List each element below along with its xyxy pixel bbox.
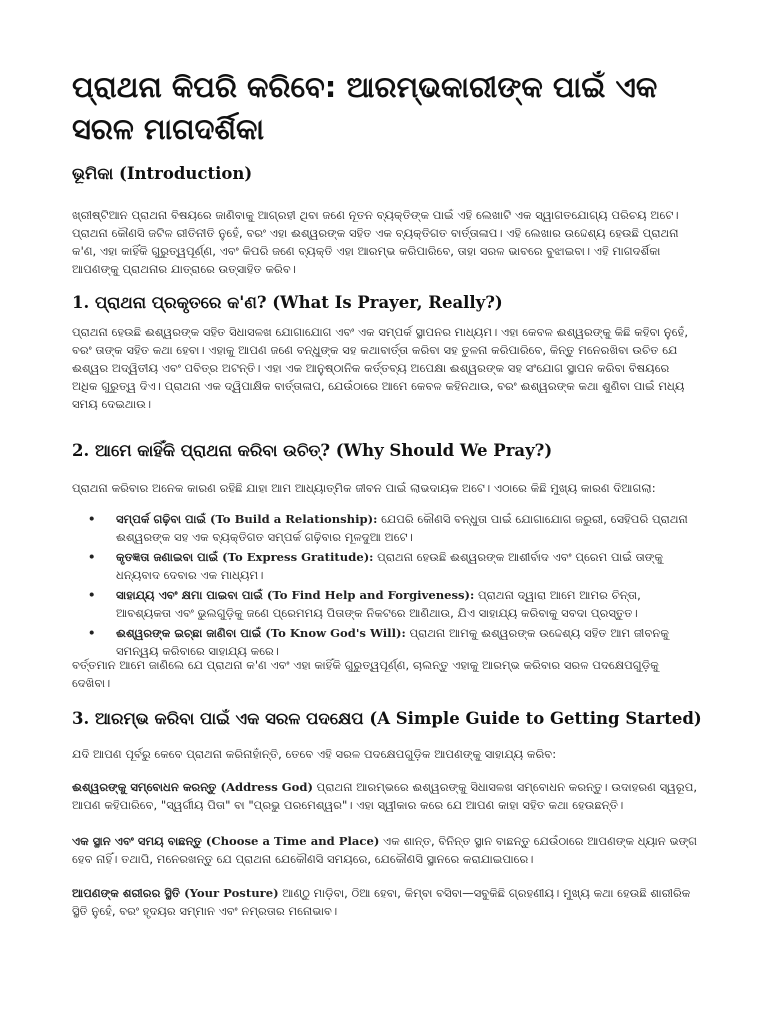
- list-item: [72, 548, 698, 584]
- list-item: [72, 624, 698, 660]
- list-item: [72, 510, 698, 546]
- list-item-text: ଯେପରି କୌଣସି ବନ୍ଧୁତା ପାଇଁ ଯୋଗାଯୋଗ ଜରୁରୀ, ସେହିପରି ପ୍ରାଥନା ଈଶ୍ୱରଙ୍କ ସହ ଏକ ବ୍ୟକ୍ତିଗତ ସମ୍ପର୍କ ଗଢ଼ିବାର ମୂଳଦୁଆ ଅଟେ।: [116, 512, 688, 544]
- bullet-marker: •: [88, 512, 96, 526]
- section2-lead: ପ୍ରାଥନା କରିବାର ଅନେକ କାରଣ ରହିଛି ଯାହା ଆମ ଆଧ୍ୟାତ୍ମିକ ଜୀବନ ପାଇଁ ଲାଭଦାୟକ ଅଟେ। ଏଠାରେ କିଛି ମୁଖ୍ୟ କାରଣ ଦିଆଗଲା:: [72, 481, 656, 495]
- step-text: ଆଣ୍ଠୁ ମାଡ଼ିବା, ଠିଆ ହେବା, କିମ୍ବା ବସିବା—ସବୁକିଛି ଗ୍ରହଣୀୟ। ମୁଖ୍ୟ କଥା ହେଉଛି ଶାରୀରିକ ସ୍ଥିତି ନୁହେଁ, ବରଂ ହୃଦୟର ସମ୍ମାନ ଏବଂ ନମ୍ରତାର ମନୋଭାବ।: [72, 886, 691, 918]
- step-label: ଆପଣଙ୍କ ଶରୀରର ସ୍ଥିତି (Your Posture): [72, 886, 279, 900]
- section3-lead: ଯଦି ଆପଣ ପୂର୍ବରୁ କେବେ ପ୍ରାଥନା କରିନାହାଁନ୍ତି, ତେବେ ଏହି ସରଳ ପଦକ୍ଷେପଗୁଡ଼ିକ ଆପଣଙ୍କୁ ସାହାଯ୍ୟ କରିବ:: [72, 747, 557, 761]
- list-item-label: ସାହାଯ୍ୟ ଏବଂ କ୍ଷମା ପାଇବା ପାଇଁ (To Find Help and Forgiveness):: [116, 588, 475, 602]
- list-item-text: ପ୍ରାଥନା ଦ୍ୱାରା ଆମେ ଆମର ଚିନ୍ତା, ଆବଶ୍ୟକତା ଏବଂ ଭୁଲଗୁଡ଼ିକୁ ଜଣେ ପ୍ରେମମୟ ପିତାଙ୍କ ନିକଟରେ ଆଣିଥାଉ, ଯିଏ ସାହାଯ୍ୟ କରିବାକୁ ସବଦା ପ୍ରସ୍ତୁତ।: [116, 588, 641, 620]
- intro-paragraph: ଖ୍ରୀଷ୍ଟିଆନ ପ୍ରାଥନା ବିଷୟରେ ଜାଣିବାକୁ ଆଗ୍ରହୀ ଥିବା ଜଣେ ନୂତନ ବ୍ୟକ୍ତିଙ୍କ ପାଇଁ ଏହି ଲେଖାଟି ଏକ ସ୍ୱାଗତଯୋଗ୍ୟ ପରିଚୟ ଅଟେ। ପ୍ରାଥନା କୌଣସି ଜଟିଳ ରୀତିନୀତି ନୁହେଁ, ବରଂ ଏହା ଈଶ୍ୱରଙ୍କ ସହିତ ଏକ ବ୍ୟକ୍ତିଗତ ବାର୍ତ୍ତାଳାପ। ଏହି ଲେଖାର ଉଦ୍ଦେଶ୍ୟ ହେଉଛି ପ୍ରାଥନା କ'ଣ, ଏହା କାହିଁକି ଗୁରୁତ୍ୱପୂର୍ଣ୍ଣ, ଏବଂ କିପରି ଜଣେ ବ୍ୟକ୍ତି ଏହା ଆରମ୍ଭ କରିପାରିବେ, ତାହା ସରଳ ଭାବରେ ବୁଝାଇବା। ଏହି ମାଗଦର୍ଶିକା ଆପଣଙ୍କୁ ପ୍ରାଥନାର ଯାତ୍ରାରେ ଉତ୍ସାହିତ କରିବ।: [72, 208, 679, 276]
- section1-heading: 1. ପ୍ରାଥନା ପ୍ରକୃତରେ କ'ଣ? (What Is Prayer, Really?): [72, 293, 503, 312]
- bullet-marker: •: [88, 626, 96, 640]
- section2-closing: ବର୍ତ୍ତମାନ ଆମେ ଜାଣିଲେ ଯେ ପ୍ରାଥନା କ'ଣ ଏବଂ ଏହା କାହିଁକି ଗୁରୁତ୍ୱପୂର୍ଣ୍ଣ, ଚାଲନ୍ତୁ ଏହାକୁ ଆରମ୍ଭ କରିବାର ସରଳ ପଦକ୍ଷେପଗୁଡ଼ିକୁ ଦେଖିବା।: [72, 658, 659, 690]
- list-item-text: ପ୍ରାଥନା ଆମକୁ ଈଶ୍ୱରଙ୍କ ଉଦ୍ଦେଶ୍ୟ ସହିତ ଆମ ଜୀବନକୁ ସମନ୍ୱୟ କରିବାରେ ସାହାଯ୍ୟ କରେ।: [116, 626, 669, 658]
- bullet-marker: •: [88, 550, 96, 564]
- section1-paragraph: ପ୍ରାଥନା ହେଉଛି ଈଶ୍ୱରଙ୍କ ସହିତ ସିଧାସଳଖ ଯୋଗାଯୋଗ ଏବଂ ଏକ ସମ୍ପର୍କ ସ୍ଥାପନର ମାଧ୍ୟମ। ଏହା କେବଳ ଈଶ୍ୱରଙ୍କୁ କିଛି କହିବା ନୁହେଁ, ବରଂ ତାଙ୍କ ସହିତ କଥା ହେବା। ଏହାକୁ ଆପଣ ଜଣେ ବନ୍ଧୁଙ୍କ ସହ କଥାବାର୍ତ୍ତା କରିବା ସହ ତୁଳନା କରିପାରିବେ, କିନ୍ତୁ ମନେରଖିବା ଉଚିତ ଯେ ଈଶ୍ୱର ଅଦ୍ୱିତୀୟ ଏବଂ ପବିତ୍ର ଅଟନ୍ତି। ଏହା ଏକ ଆନୁଷ୍ଠାନିକ କର୍ତ୍ତବ୍ୟ ଅପେକ୍ଷା ଈଶ୍ୱରଙ୍କ ସହ ସଂଯୋଗ ସ୍ଥାପନ କରିବା ବିଷୟରେ ଅଧିକ ଗୁରୁତ୍ୱ ଦିଏ। ପ୍ରାଥନା ଏକ ଦ୍ୱିପାକ୍ଷିକ ବାର୍ତ୍ତାଳାପ, ଯେଉଁଠାରେ ଆମେ କେବଳ କହିନଥାଉ, ବରଂ ଈଶ୍ୱରଙ୍କ କଥା ଶୁଣିବା ପାଇଁ ମଧ୍ୟ ସମୟ ଦେଇଥାଉ।: [72, 325, 688, 411]
- section2-heading: 2. ଆମେ କାହିଁକି ପ୍ରାଥନା କରିବା ଉଚିତ୍? (Why Should We Pray?): [72, 441, 553, 460]
- intro-heading: ଭୂମିକା (Introduction): [72, 164, 253, 183]
- step-posture: [72, 884, 698, 920]
- list-item-text: ପ୍ରାଥନା ହେଉଛି ଈଶ୍ୱରଙ୍କ ଆଶୀର୍ବାଦ ଏବଂ ପ୍ରେମ ପାଇଁ ତାଙ୍କୁ ଧନ୍ୟବାଦ ଦେବାର ଏକ ମାଧ୍ୟମ।: [116, 550, 663, 582]
- list-item-label: ଈଶ୍ୱରଙ୍କ ଇଚ୍ଛା ଜାଣିବା ପାଇଁ (To Know God's Will):: [116, 626, 406, 640]
- section3-heading: 3. ଆରମ୍ଭ କରିବା ପାଇଁ ଏକ ସରଳ ପଦକ୍ଷେପ (A Simple Guide to Getting Started): [72, 709, 702, 728]
- page-title: ପ୍ରାଥନା କିପରି କରିବେ: ଆରମ୍ଭକାରୀଙ୍କ ପାଇଁ ଏକ ସରଳ ମାଗଦର୍ଶିକା: [72, 70, 658, 146]
- bullet-marker: •: [88, 588, 96, 602]
- step-label: ଏକ ସ୍ଥାନ ଏବଂ ସମୟ ବାଛନ୍ତୁ (Choose a Time and Place): [72, 834, 380, 848]
- list-item: [72, 586, 698, 622]
- reasons-list: [72, 510, 698, 662]
- list-item-label: କୃତଜ୍ଞତା ଜଣାଇବା ପାଇଁ (To Express Gratitude):: [116, 550, 374, 564]
- step-address-god: [72, 778, 698, 814]
- step-text: ପ୍ରାଥନା ଆରମ୍ଭରେ ଈଶ୍ୱରଙ୍କୁ ସିଧାସଳଖ ସମ୍ବୋଧନ କରନ୍ତୁ। ଉଦାହରଣ ସ୍ୱରୂପ, ଆପଣ କହିପାରିବେ, "ସ୍ୱର୍ଗୀୟ ପିତା" ବା "ପ୍ରଭୁ ପରମେଶ୍ୱର"। ଏହା ସ୍ୱୀକାର କରେ ଯେ ଆପଣ କାହା ସହିତ କଥା ହେଉଛନ୍ତି।: [72, 780, 698, 812]
- step-label: ଈଶ୍ୱରଙ୍କୁ ସମ୍ବୋଧନ କରନ୍ତୁ (Address God): [72, 780, 313, 794]
- step-time-place: [72, 832, 698, 868]
- step-text: ଏକ ଶାନ୍ତ, ବିନିନ୍ତ ସ୍ଥାନ ବାଛନ୍ତୁ ଯେଉଁଠାରେ ଆପଣଙ୍କ ଧ୍ୟାନ ଭଙ୍ଗ ହେବ ନାହିଁ। ତଥାପି, ମନେରଖନ୍ତୁ ଯେ ପ୍ରାଥନା ଯେକୌଣସି ସମୟରେ, ଯେକୌଣସି ସ୍ଥାନରେ କରାଯାଇପାରେ।: [72, 834, 698, 866]
- list-item-label: ସମ୍ପର୍କ ଗଢ଼ିବା ପାଇଁ (To Build a Relationship):: [116, 512, 378, 526]
